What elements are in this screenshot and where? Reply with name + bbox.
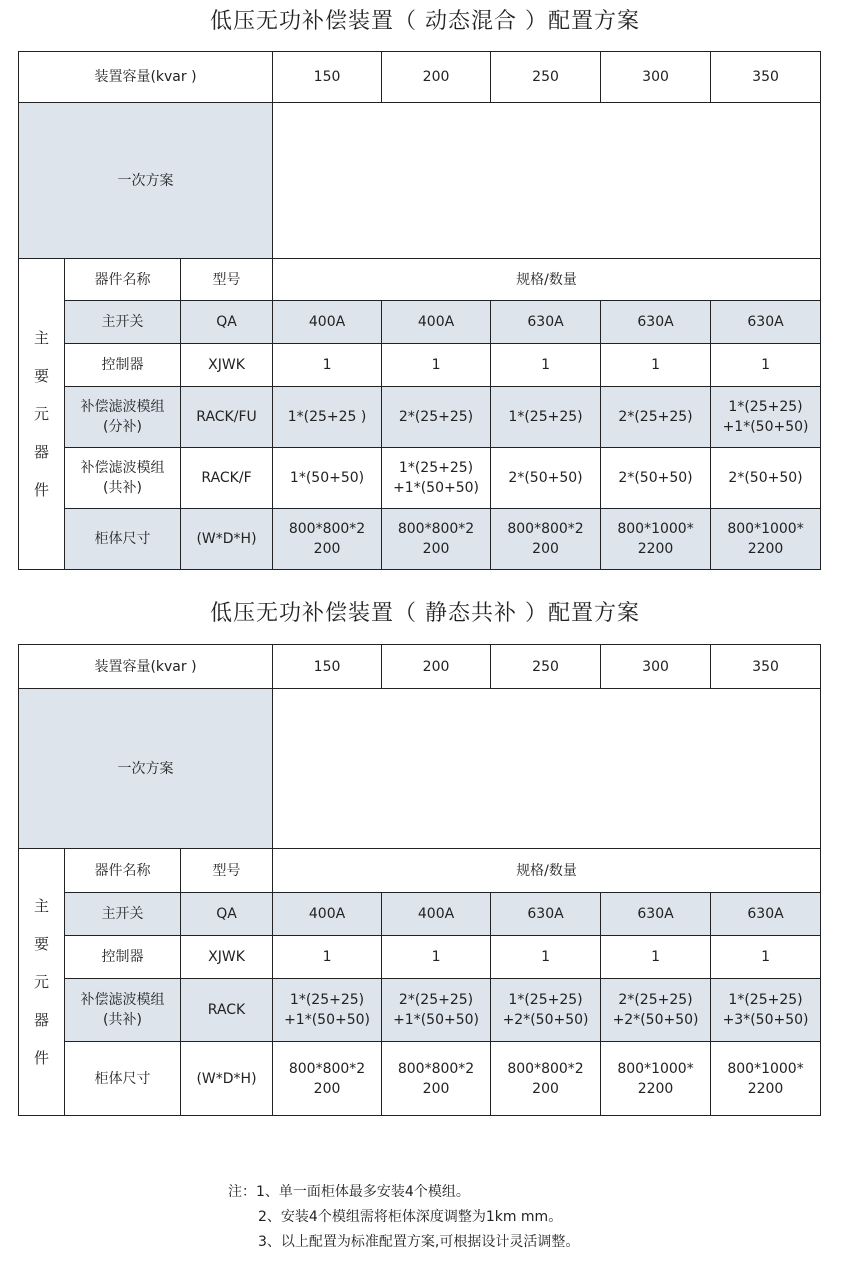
- capacity-value: 200: [382, 52, 491, 103]
- component-name-header: 器件名称: [65, 849, 181, 893]
- spec-cell: 2*(25+25): [382, 387, 491, 448]
- notes: [228, 1180, 579, 1255]
- spec-quantity-header: 规格/数量: [273, 259, 821, 301]
- row-name-cabinet-size: 柜体尺寸: [65, 509, 181, 570]
- spec-cell: 800*800*2 200: [491, 509, 601, 570]
- spec-cell: 630A: [601, 893, 711, 936]
- capacity-value: 150: [273, 645, 382, 689]
- spec-cell: 1*(25+25): [491, 387, 601, 448]
- table2-static-common: [18, 644, 821, 1116]
- spec-cell: 800*1000* 2200: [601, 509, 711, 570]
- spec-cell: 400A: [382, 893, 491, 936]
- spec-cell: 800*1000* 2200: [601, 1042, 711, 1116]
- row-model: QA: [181, 301, 273, 344]
- capacity-label: 装置容量(kvar ): [19, 645, 273, 689]
- row-model: RACK: [181, 979, 273, 1042]
- spec-cell: 1*(50+50): [273, 448, 382, 509]
- spec-cell: 1: [273, 936, 382, 979]
- capacity-value: 350: [711, 52, 821, 103]
- spec-cell: 1*(25+25 ): [273, 387, 382, 448]
- spec-cell: 2*(25+25) +1*(50+50): [382, 979, 491, 1042]
- row-name-filter-module-split: 补偿滤波模组 (分补): [65, 387, 181, 448]
- spec-cell: 1*(25+25) +1*(50+50): [273, 979, 382, 1042]
- spec-cell: 800*1000* 2200: [711, 1042, 821, 1116]
- spec-cell: 630A: [601, 301, 711, 344]
- capacity-value: 150: [273, 52, 382, 103]
- table1-title: 低压无功补偿装置（ 动态混合 ）配置方案: [210, 9, 640, 34]
- spec-cell: 1: [601, 344, 711, 387]
- spec-cell: 2*(50+50): [601, 448, 711, 509]
- model-header: 型号: [181, 849, 273, 893]
- row-model: XJWK: [181, 936, 273, 979]
- spec-cell: 1: [273, 344, 382, 387]
- primary-scheme-label: 一次方案: [19, 689, 273, 849]
- row-model: (W*D*H): [181, 509, 273, 570]
- main-components-side-label: 主 要 元 器 件: [19, 259, 65, 570]
- spec-cell: 2*(25+25): [601, 387, 711, 448]
- primary-scheme-diagram-area: [273, 103, 821, 259]
- spec-cell: 1*(25+25) +1*(50+50): [711, 387, 821, 448]
- row-name-main-switch: 主开关: [65, 301, 181, 344]
- spec-cell: 630A: [711, 301, 821, 344]
- spec-cell: 630A: [491, 893, 601, 936]
- capacity-value: 250: [491, 645, 601, 689]
- row-name-cabinet-size: 柜体尺寸: [65, 1042, 181, 1116]
- spec-cell: 1: [711, 344, 821, 387]
- spec-cell: 1*(25+25) +2*(50+50): [491, 979, 601, 1042]
- spec-cell: 1: [711, 936, 821, 979]
- model-header: 型号: [181, 259, 273, 301]
- spec-cell: 1*(25+25) +1*(50+50): [382, 448, 491, 509]
- spec-cell: 2*(25+25) +2*(50+50): [601, 979, 711, 1042]
- spec-cell: 400A: [273, 301, 382, 344]
- primary-scheme-label: 一次方案: [19, 103, 273, 259]
- row-name-controller: 控制器: [65, 936, 181, 979]
- component-name-header: 器件名称: [65, 259, 181, 301]
- note-item: 注：1、单一面柜体最多安装4个模组。: [228, 1184, 470, 1200]
- row-model: RACK/FU: [181, 387, 273, 448]
- main-components-side-label: 主 要 元 器 件: [19, 849, 65, 1116]
- row-model: XJWK: [181, 344, 273, 387]
- spec-cell: 630A: [491, 301, 601, 344]
- row-name-filter-module-common: 补偿滤波模组 (共补): [65, 979, 181, 1042]
- spec-cell: 1: [382, 344, 491, 387]
- spec-cell: 1: [382, 936, 491, 979]
- capacity-label: 装置容量(kvar ): [19, 52, 273, 103]
- row-name-controller: 控制器: [65, 344, 181, 387]
- spec-cell: 800*800*2 200: [273, 509, 382, 570]
- note-item: 3、以上配置为标准配置方案,可根据设计灵活调整。: [258, 1234, 580, 1250]
- capacity-value: 250: [491, 52, 601, 103]
- spec-cell: 800*1000* 2200: [711, 509, 821, 570]
- spec-quantity-header: 规格/数量: [273, 849, 821, 893]
- capacity-value: 300: [601, 52, 711, 103]
- spec-cell: 800*800*2 200: [491, 1042, 601, 1116]
- spec-cell: 2*(50+50): [491, 448, 601, 509]
- spec-cell: 1: [491, 344, 601, 387]
- spec-cell: 800*800*2 200: [382, 1042, 491, 1116]
- table1-dynamic-hybrid: [18, 51, 821, 570]
- spec-cell: 2*(50+50): [711, 448, 821, 509]
- spec-cell: 800*800*2 200: [382, 509, 491, 570]
- spec-cell: 630A: [711, 893, 821, 936]
- row-model: QA: [181, 893, 273, 936]
- row-name-main-switch: 主开关: [65, 893, 181, 936]
- spec-cell: 1*(25+25) +3*(50+50): [711, 979, 821, 1042]
- spec-cell: 400A: [382, 301, 491, 344]
- row-model: RACK/F: [181, 448, 273, 509]
- spec-cell: 400A: [273, 893, 382, 936]
- primary-scheme-diagram-area: [273, 689, 821, 849]
- spec-cell: 1: [601, 936, 711, 979]
- capacity-value: 350: [711, 645, 821, 689]
- spec-cell: 800*800*2 200: [273, 1042, 382, 1116]
- row-model: (W*D*H): [181, 1042, 273, 1116]
- row-name-filter-module-common: 补偿滤波模组 (共补): [65, 448, 181, 509]
- capacity-value: 200: [382, 645, 491, 689]
- table2-title: 低压无功补偿装置（ 静态共补 ）配置方案: [210, 601, 640, 626]
- note-item: 2、安装4个模组需将柜体深度调整为1km mm。: [258, 1209, 563, 1225]
- capacity-value: 300: [601, 645, 711, 689]
- spec-cell: 1: [491, 936, 601, 979]
